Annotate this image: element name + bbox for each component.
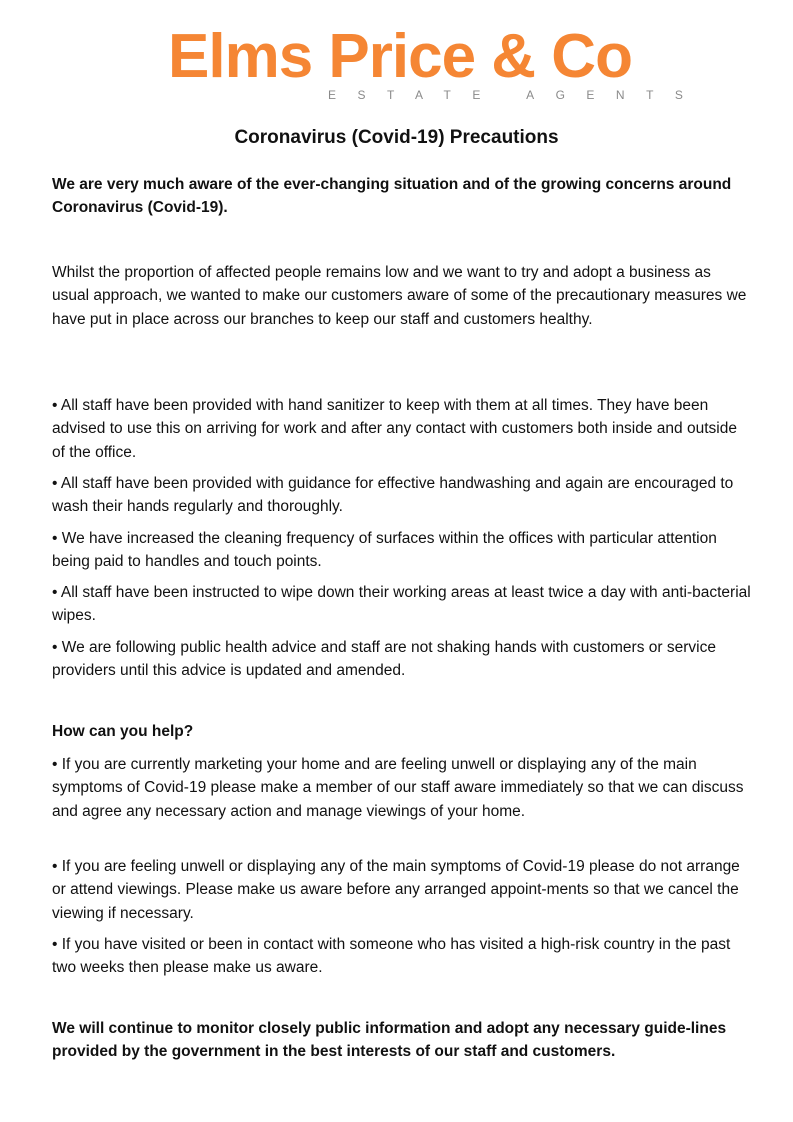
measure-item: • We are following public health advice and staff are not shaking hands with customers or service providers until this advice is updated and amended. (52, 639, 716, 680)
help-heading: How can you help? (52, 723, 194, 740)
help-item: • If you are currently marketing your home and are feeling unwell or displaying any of the main symptoms of Covid-19 please make a member of our staff aware immediately so that we can discuss and agree any necessary action and manage viewings of your home. (52, 756, 744, 820)
measure-item: • All staff have been instructed to wipe down their working areas at least twice a day with anti-bacterial wipes. (52, 584, 751, 625)
closing-paragraph: We will continue to monitor closely public information and adopt any necessary guide-lines provided by the government in the best interests of our staff and customers. (52, 1020, 727, 1061)
company-logo (168, 22, 705, 106)
measure-item: • All staff have been provided with guidance for effective handwashing and again are encouraged to wash their hands regularly and thoroughly. (52, 475, 734, 516)
help-item: • If you are feeling unwell or displaying any of the main symptoms of Covid-19 please do not arrange or attend viewings. Please make us aware before any arranged appoint-ments so that we cancel the viewing if necessary. (52, 858, 740, 922)
measure-item: • All staff have been provided with hand sanitizer to keep with them at all times. They have been advised to use this on arriving for work and after any contact with customers both inside and outside of the office. (52, 397, 737, 461)
intro-paragraph: Whilst the proportion of affected people remains low and we want to try and adopt a business as usual approach, we wanted to make our customers aware of some of the precautionary measures we have put in place across our branches to keep our staff and customers healthy. (52, 264, 747, 328)
logo-tagline: ESTATE AGENTS (328, 88, 705, 102)
help-item: • If you have visited or been in contact with someone who has visited a high-risk country in the past two weeks then please make us aware. (52, 936, 731, 977)
measure-item: • We have increased the cleaning frequency of surfaces within the offices with particular attention being paid to handles and touch points. (52, 530, 717, 571)
intro-bold-paragraph: We are very much aware of the ever-changing situation and of the growing concerns around Coronavirus (Covid-19). (52, 176, 732, 217)
page-title: Coronavirus (Covid-19) Precautions (234, 127, 559, 148)
logo-wordmark: Elms Price & Co (168, 22, 632, 91)
